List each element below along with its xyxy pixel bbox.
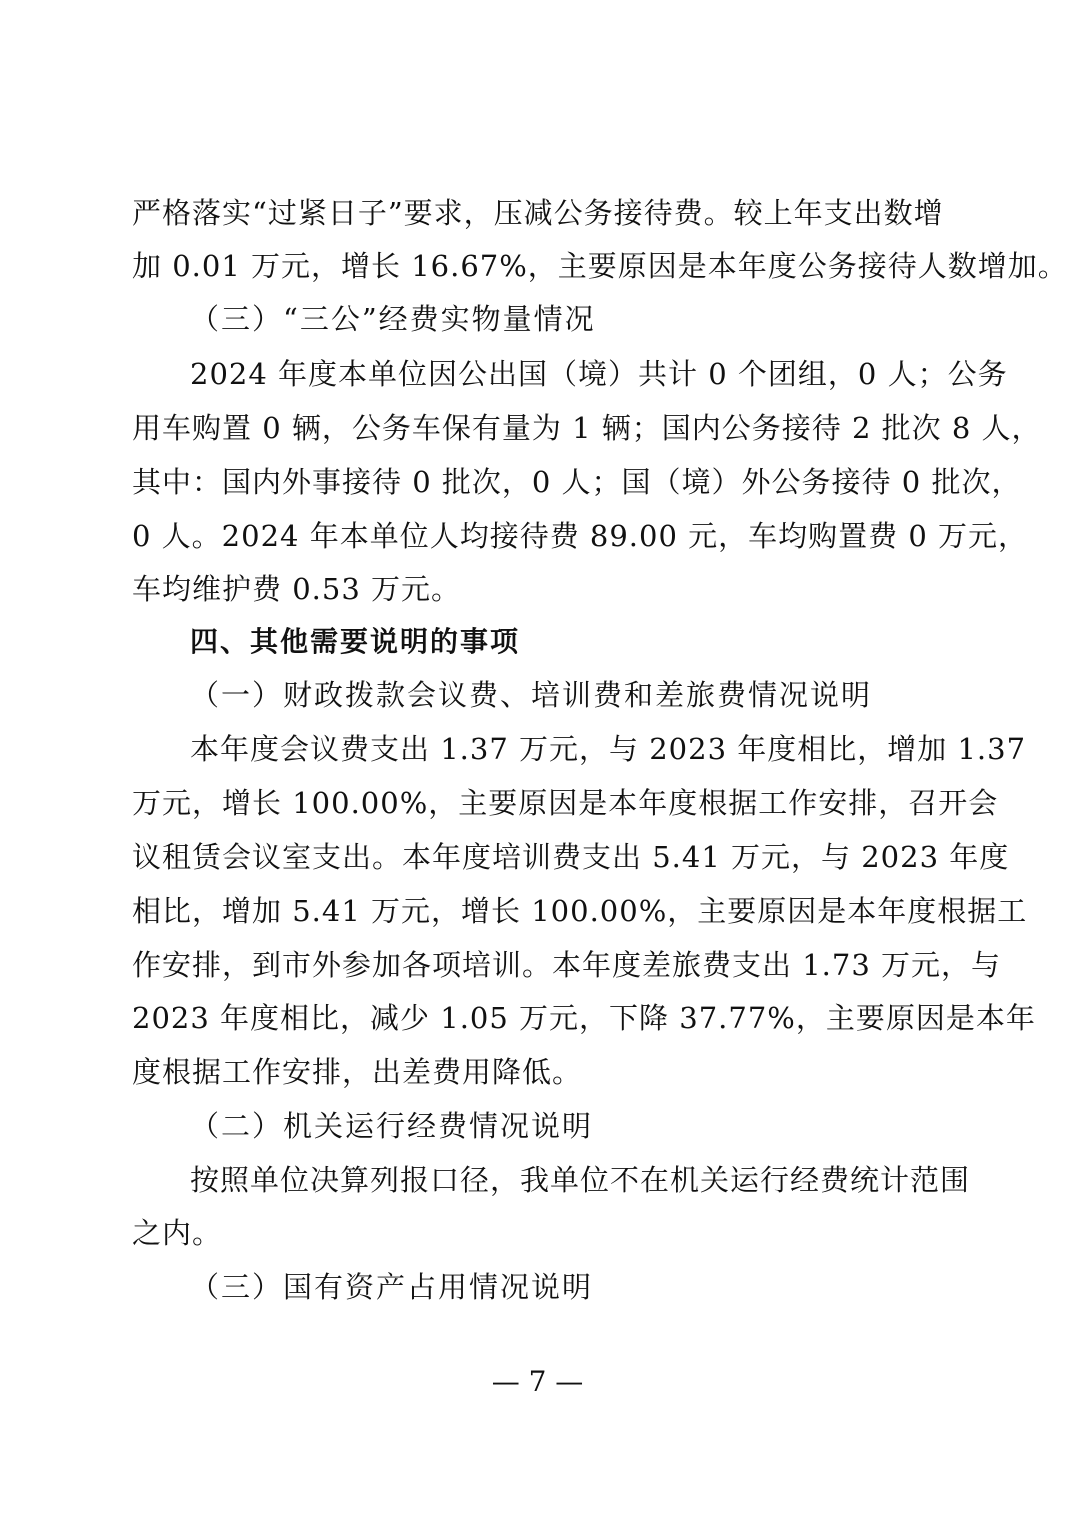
paragraph-line: 度根据工作安排，出差费用降低。 (132, 1055, 583, 1089)
paragraph-line: 按照单位决算列报口径，我单位不在机关运行经费统计范围 (190, 1163, 971, 1197)
subsection-heading: （三）国有资产占用情况说明 (190, 1270, 594, 1304)
paragraph-line: 相比，增加 5.41 万元，增长 100.00%，主要原因是本年度根据工 (132, 894, 1028, 928)
paragraph-line: 本年度会议费支出 1.37 万元，与 2023 年度相比，增加 1.37 (190, 732, 1027, 766)
subsection-heading: （二）机关运行经费情况说明 (190, 1109, 594, 1143)
paragraph-line: 之内。 (132, 1216, 223, 1250)
paragraph-line: 万元，增长 100.00%，主要原因是本年度根据工作安排，召开会 (132, 786, 999, 820)
paragraph-line: 用车购置 0 辆，公务车保有量为 1 辆；国内公务接待 2 批次 8 人， (132, 411, 1042, 445)
paragraph-line: 2024 年度本单位因公出国（境）共计 0 个团组，0 人；公务 (190, 357, 1008, 391)
paragraph-line: 其中：国内外事接待 0 批次，0 人；国（境）外公务接待 0 批次， (132, 465, 1022, 499)
paragraph-line: 作安排，到市外参加各项培训。本年度差旅费支出 1.73 万元，与 (132, 948, 1002, 982)
page-number: — 7 — (491, 1365, 584, 1398)
paragraph-line: 2023 年度相比，减少 1.05 万元，下降 37.77%，主要原因是本年 (132, 1001, 1036, 1035)
paragraph-line: 议租赁会议室支出。本年度培训费支出 5.41 万元，与 2023 年度 (132, 840, 1010, 874)
paragraph-line: 0 人。2024 年本单位人均接待费 89.00 元，车均购置费 0 万元， (132, 519, 1029, 553)
paragraph-line: 车均维护费 0.53 万元。 (132, 572, 462, 606)
subsection-heading: （三）“三公”经费实物量情况 (190, 302, 596, 336)
paragraph-line: 严格落实“过紧日子”要求，压减公务接待费。较上年支出数增 (132, 196, 944, 230)
subsection-heading: （一）财政拨款会议费、培训费和差旅费情况说明 (190, 678, 873, 712)
paragraph-line: 加 0.01 万元，增长 16.67%，主要原因是本年度公务接待人数增加。 (132, 249, 1068, 283)
section-heading: 四、其他需要说明的事项 (190, 625, 521, 658)
